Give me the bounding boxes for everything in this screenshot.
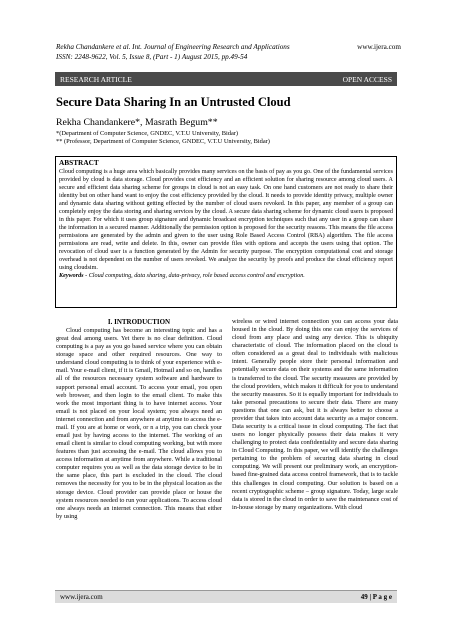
article-type-banner (55, 72, 397, 86)
abstract-box (55, 156, 397, 308)
abstract-text: Cloud computing is a huge area which basically provides many services on the basis of pay as you go. One of the fundamental services provided by cloud is data storage. Cloud provides cost efficiency and an efficient solution for sharing resource among cloud users. A secure and efficient data sharing scheme for groups in cloud is not an easy task. On one hand customers are not ready to share their identity but on other hand want to enjoy the cost efficiency provided by the cloud. It needs to provide identity privacy, multiple owner and dynamic data sharing without getting effected by the number of cloud users revoked. In this paper, any member of a group can completely enjoy the data storing and sharing services by the cloud. A secure data sharing scheme for dynamic cloud users is proposed in this paper. For which it uses group signature and dynamic broadcast encryption techniques such that any user in a group can share the information in a secured manner. Additionally the permission option is proposed for the security reasons. This means the file access permissions are generated by the admin and given to the user using Role Based Access Control (RBA) algorithm. The file access permissions are read, write and delete. In this, owner can provide files with options and accepts the users using that option. The revocation of cloud user is a function generated by the Admin for security purpose. The encryption computational cost and storage overhead is not dependent on the number of users revoked. We analyze the security by proofs and produce the cloud efficiency report using cloudsim. (59, 168, 393, 272)
paper-title: Secure Data Sharing In an Untrusted Cloud (56, 95, 291, 109)
abstract-heading: ABSTRACT (59, 158, 99, 167)
left-column (56, 318, 222, 586)
right-column (232, 318, 398, 586)
affiliations (56, 130, 270, 147)
running-header (56, 43, 401, 62)
page-number: 49 | P a g e (360, 593, 392, 601)
keywords-line (59, 272, 393, 280)
journal-site[interactable]: www.ijera.com (357, 43, 401, 51)
affiliation-2: ** (Professor, Department of Computer Science, GNDEC, V.T.U University, Bidar) (56, 138, 270, 146)
article-type: RESEARCH ARTICLE (60, 74, 132, 84)
paper-authors: Rekha Chandankere*, Masrath Begum** (56, 117, 218, 128)
footer-site[interactable]: www.ijera.com (60, 593, 103, 601)
intro-paragraph-right: wireless or wired internet connection you can access your data housed in the cloud. By doing this one can enjoy the services of cloud from any place and using any device. This is ubiquity characteristic of cloud. The information placed on the cloud is often considered as a great deal to individuals with malicious intent. Generally people store their personal information and potentially secure data on their systems and the same information is transferred to the cloud. The security measures are provided by the cloud providers, which makes it difficult for you to understand the security measures. So it is equally important for individuals to take personal precautions to secure their data. There are many questions that one can ask, but it is always better to choose a provider that takes into account data security as a major concern. Data security is a critical issue in cloud computing. The fact that users no longer physically possess their data makes it very challenging to protect data confidentiality and secure data sharing in Cloud Computing. In this paper, we will identify the challenges pertaining to the problem of securing data sharing in cloud computing. We will present our preliminary work, an encryption-based fine-grained data access control framework, that is to tackle this challenges in cloud computing. Our solution is based on a recent cryptographic scheme – group signature. Today, large scale data is stored in the cloud in order to save the maintenance cost of in-house storage by many organizations. With cloud (232, 318, 398, 511)
page-footer (55, 590, 397, 603)
keywords-label: Keywords (59, 273, 84, 280)
journal-citation: Rekha Chandankere et al. Int. Journal of Engineering Research and Applications (56, 43, 290, 51)
section-heading-introduction: I. INTRODUCTION (107, 318, 171, 326)
intro-paragraph-left: Cloud computing has become an interesting topic and has a great deal among users. Yet there is no clear definition. Cloud computing is a pay as you go based service where you can obtain storage space and other required resources. One way to understand cloud computing is to think of your experience with e-mail. Your e-mail client, if it is Gmail, Hotmail and so on, handles all of the resources necessary system software and hardware to support personal email account. To access your email, you open web browser, and then login to the email client. To make this work the most important thing is to have internet access. Your email is not placed on your local system; you always need an internet connection and from anywhere at anytime to access the e-mail. If you are at home or work, or n a trip, you can check your email just by having access to the internet. The working of an email client is similar to cloud computing working, but with more features than just accessing the e-mail. The cloud allows you to access information at anytime from anywhere. While a traditional computer requires you as well as the data storage device to be in the same place, this part is excluded in the cloud. The cloud removes the necessity for you to be in the physical location as the storage device. Cloud provider can provide place or house the system resources needed to run your applications. To access cloud one always needs an internet connection. This means that either by using (56, 327, 222, 520)
affiliation-1: *(Department of Computer Science, GNDEC, V.T.U University, Bidar) (56, 130, 239, 137)
keywords-text: - Cloud computing, data sharing, data-privacy, role based access control and encryption. (83, 273, 305, 280)
access-type: OPEN ACCESS (342, 74, 392, 84)
issn-line: ISSN: 2248-9622, Vol. 5, Issue 8, (Part - 1) August 2015, pp.49-54 (56, 52, 248, 61)
